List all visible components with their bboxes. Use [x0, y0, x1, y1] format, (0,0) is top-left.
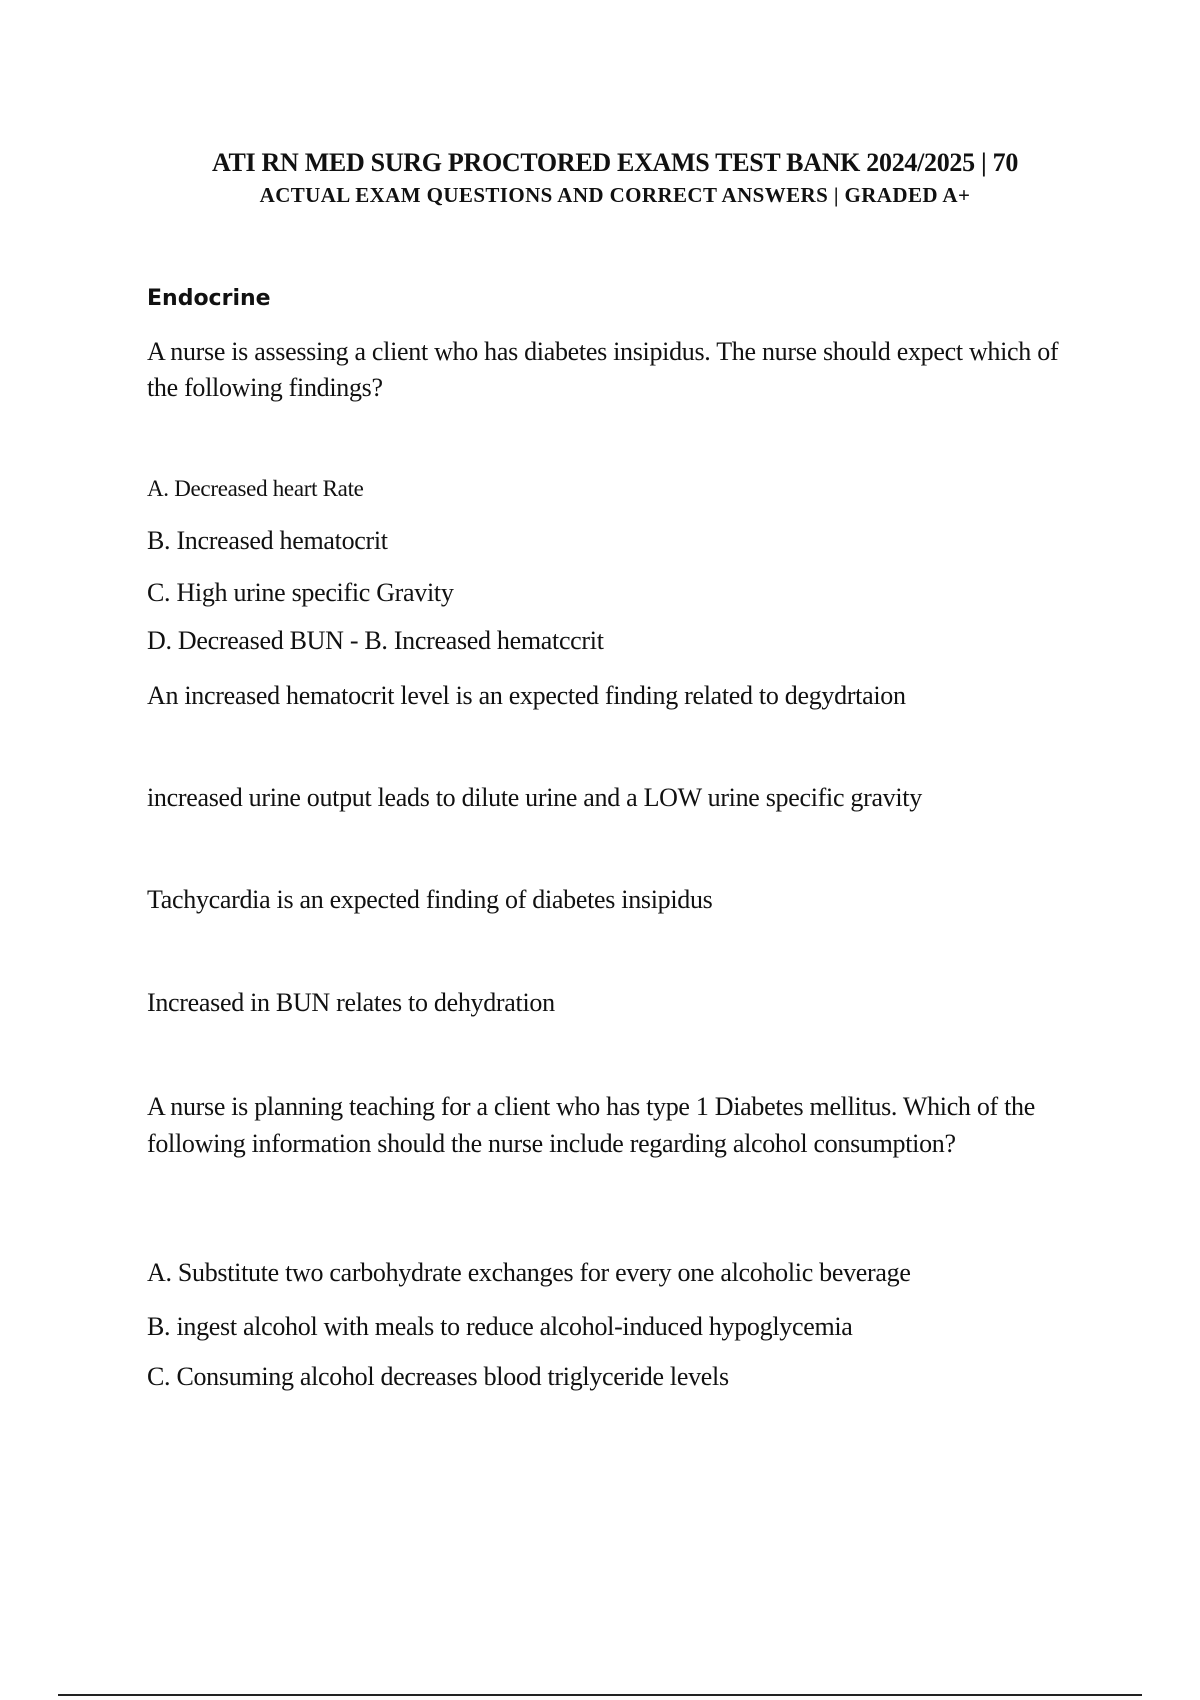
rationale-4: Increased in BUN relates to dehydration	[147, 988, 555, 1017]
question-2-stem: A nurse is planning teaching for a client who has type 1 Diabetes mellitus. Which of the following information should the nurse include regarding alcohol consumption?	[147, 1092, 1035, 1158]
question-1-option-a: A. Decreased heart Rate	[147, 476, 364, 501]
question-2-option-c: C. Consuming alcohol decreases blood triglyceride levels	[147, 1362, 729, 1391]
document-title	[120, 146, 1110, 210]
question-1-option-d: D. Decreased BUN - B. Increased hematccrit	[147, 626, 604, 655]
question-2-option-b: B. ingest alcohol with meals to reduce alcohol-induced hypoglycemia	[147, 1312, 853, 1341]
title-line-2: ACTUAL EXAM QUESTIONS AND CORRECT ANSWERS | GRADED A+	[259, 183, 971, 207]
question-1-option-c: C. High urine specific Gravity	[147, 578, 454, 607]
section-heading: Endocrine	[147, 286, 271, 311]
question-1-stem: A nurse is assessing a client who has diabetes insipidus. The nurse should expect which of the following findings?	[147, 337, 1059, 402]
footer-divider	[58, 1694, 1142, 1696]
title-line-1: ATI RN MED SURG PROCTORED EXAMS TEST BANK 2024/2025 | 70	[211, 148, 1019, 177]
question-1-option-b: B. Increased hematocrit	[147, 526, 388, 555]
rationale-3: Tachycardia is an expected finding of diabetes insipidus	[147, 885, 713, 914]
rationale-1: An increased hematocrit level is an expected finding related to degydrtaion	[147, 681, 906, 710]
question-2-option-a: A. Substitute two carbohydrate exchanges for every one alcoholic beverage	[147, 1258, 911, 1287]
rationale-2: increased urine output leads to dilute urine and a LOW urine specific gravity	[147, 783, 922, 812]
